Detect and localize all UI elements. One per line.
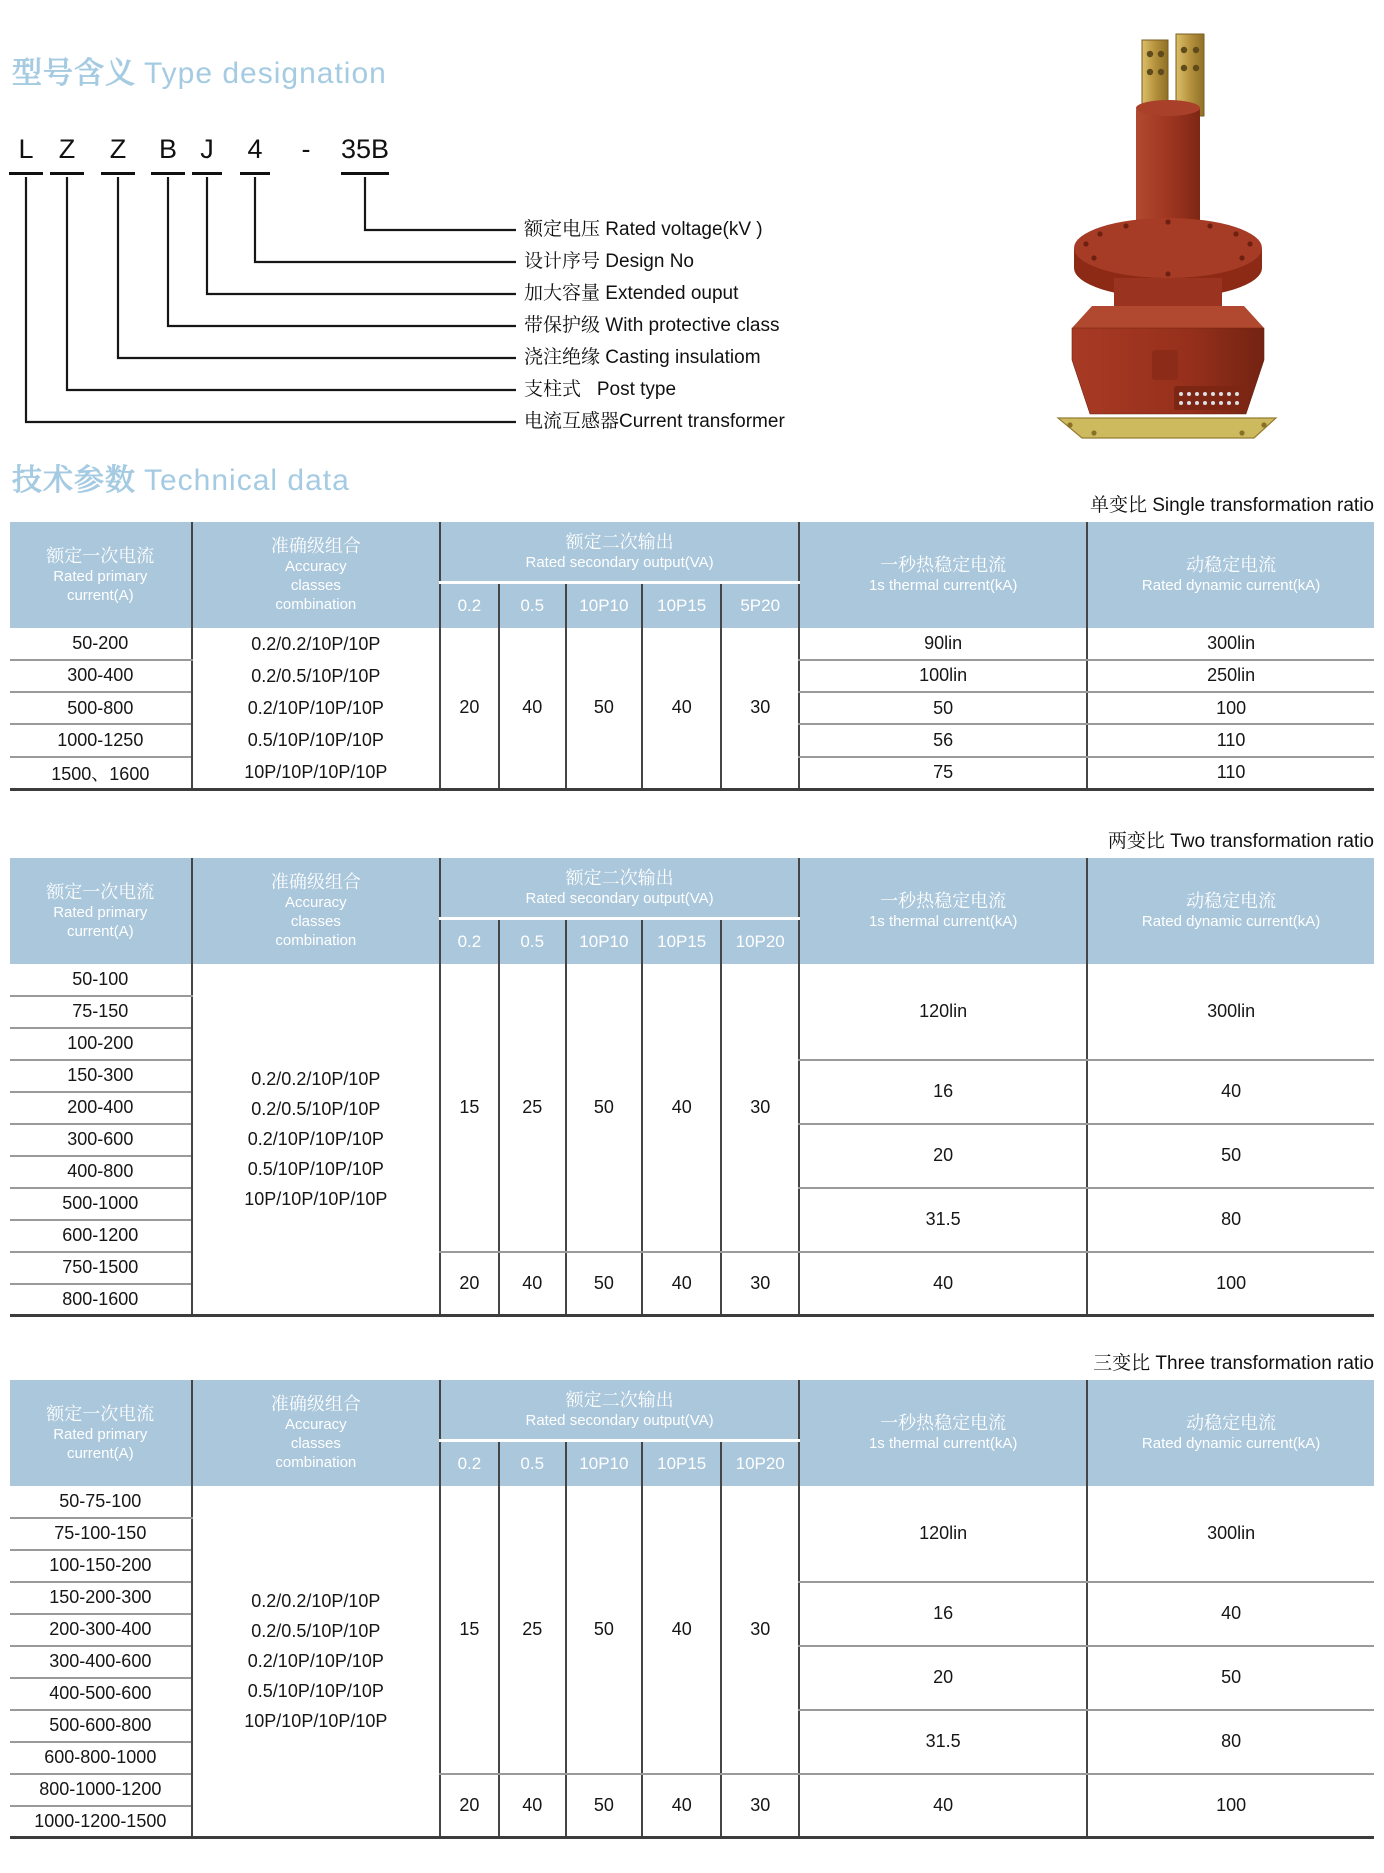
header-secondary-output: 额定二次输出 Rated secondary output(VA) — [440, 1380, 799, 1440]
primary-current-cell: 300-600 — [10, 1124, 192, 1156]
primary-current-cell: 75-100-150 — [10, 1518, 192, 1550]
dynamic-current-cell: 80 — [1087, 1710, 1374, 1774]
header-primary-current: 额定一次电流 Rated primary current(A) — [10, 1380, 192, 1486]
code-letter: 4 — [247, 134, 263, 164]
table-row — [10, 1486, 1374, 1518]
secondary-output-cell: 40 — [642, 1774, 721, 1838]
header-subcol: 10P15 — [642, 918, 721, 964]
header-subcol: 5P20 — [721, 582, 799, 628]
header-dynamic-current: 动稳定电流 Rated dynamic current(kA) — [1087, 522, 1374, 628]
primary-current-cell: 75-150 — [10, 996, 192, 1028]
dynamic-current-cell: 100 — [1087, 1774, 1374, 1838]
code-letter: B — [158, 134, 178, 164]
table-row — [10, 964, 1374, 996]
primary-current-cell: 600-1200 — [10, 1220, 192, 1252]
header-primary-current: 额定一次电流 Rated primary current(A) — [10, 858, 192, 964]
code-underline — [50, 172, 84, 175]
primary-current-cell: 500-800 — [10, 692, 192, 724]
dynamic-current-cell: 110 — [1087, 757, 1374, 789]
secondary-output-cell: 40 — [642, 1252, 721, 1316]
primary-current-cell: 100-200 — [10, 1028, 192, 1060]
secondary-output-cell: 40 — [642, 964, 721, 1252]
table-single-ratio — [10, 522, 1374, 791]
designation-label: 设计序号 Design No — [524, 251, 694, 272]
primary-current-cell: 400-500-600 — [10, 1678, 192, 1710]
primary-current-cell: 1500、1600 — [51, 763, 150, 784]
header-subcol: 0.2 — [440, 582, 499, 628]
primary-current-cell: 300-400-600 — [10, 1646, 192, 1678]
secondary-terminals — [1174, 386, 1248, 410]
secondary-output-cell: 20 — [440, 1252, 499, 1316]
table-two-ratio — [10, 858, 1374, 1317]
secondary-output-cell: 40 — [499, 1774, 566, 1838]
primary-current-cell: 50-75-100 — [10, 1486, 192, 1518]
primary-current-cell: 300-400 — [10, 660, 192, 692]
dynamic-current-cell: 110 — [1087, 724, 1374, 756]
secondary-output-cell: 20 — [440, 1774, 499, 1838]
primary-current-cell: 500-1000 — [10, 1188, 192, 1220]
secondary-output-cell: 15 — [440, 964, 499, 1252]
header-subcol: 0.5 — [499, 582, 566, 628]
secondary-output-cell: 50 — [566, 1252, 642, 1316]
designation-label: 额定电压 Rated voltage(kV ) — [524, 219, 763, 240]
header-subcol: 0.2 — [440, 918, 499, 964]
designation-label: 浇注绝缘 Casting insulatiom — [524, 347, 761, 368]
header-subcol: 10P10 — [566, 1440, 642, 1486]
primary-current-cell: 750-1500 — [10, 1252, 192, 1284]
dynamic-current-cell: 50 — [1087, 1124, 1374, 1188]
header-subcol: 0.5 — [499, 1440, 566, 1486]
thermal-current-cell: 50 — [799, 692, 1087, 724]
designation-label: 加大容量 Extended ouput — [524, 283, 739, 304]
thermal-current-cell: 120lin — [799, 964, 1087, 1060]
thermal-current-cell: 40 — [799, 1774, 1087, 1838]
technical-data-table — [10, 1380, 1374, 1839]
primary-current-cell: 500-600-800 — [10, 1710, 192, 1742]
header-accuracy: 准确级组合 Accuracy classes combination — [192, 522, 440, 628]
product-photo — [1056, 28, 1278, 440]
header-accuracy: 准确级组合 Accuracy classes combination — [192, 858, 440, 964]
primary-current-cell: 1000-1250 — [10, 724, 192, 756]
thermal-current-cell: 75 — [799, 757, 1087, 789]
primary-current-cell: 800-1600 — [62, 1288, 139, 1309]
thermal-current-cell: 120lin — [799, 1486, 1087, 1582]
technical-data-table — [10, 522, 1374, 791]
primary-current-cell: 50-100 — [10, 964, 192, 996]
technical-data-title — [12, 455, 350, 499]
dynamic-current-cell: 300lin — [1087, 964, 1374, 1060]
dynamic-current-cell: 300lin — [1087, 628, 1374, 660]
secondary-output-cell: 25 — [499, 964, 566, 1252]
header-primary-current: 额定一次电流 Rated primary current(A) — [10, 522, 192, 628]
primary-current-cell: 150-300 — [10, 1060, 192, 1092]
secondary-output-cell: 50 — [566, 1774, 642, 1838]
code-letter: 35B — [340, 134, 390, 164]
code-letter: J — [200, 134, 214, 164]
secondary-output-cell: 30 — [721, 1774, 799, 1838]
designation-connector-lines — [0, 0, 560, 445]
primary-current-cell: 600-800-1000 — [10, 1742, 192, 1774]
dynamic-current-cell: 80 — [1087, 1188, 1374, 1252]
designation-label: 电流互感器Current transformer — [524, 411, 785, 432]
secondary-output-cell: 15 — [440, 1486, 499, 1774]
header-subcol: 10P20 — [721, 918, 799, 964]
secondary-output-cell: 30 — [721, 1252, 799, 1316]
primary-current-cell: 50-200 — [10, 628, 192, 660]
table-caption-three: 三变比 Three transformation ratio — [1093, 1353, 1374, 1374]
dynamic-current-cell: 300lin — [1087, 1486, 1374, 1582]
technical-data-table — [10, 858, 1374, 1317]
table-caption-two: 两变比 Two transformation ratio — [1107, 831, 1374, 852]
primary-current-cell: 800-1000-1200 — [10, 1774, 192, 1806]
thermal-current-cell: 31.5 — [799, 1188, 1087, 1252]
thermal-current-cell: 100lin — [799, 660, 1087, 692]
thermal-current-cell: 40 — [799, 1252, 1087, 1316]
thermal-current-cell: 90lin — [799, 628, 1087, 660]
designation-label: 带保护级 With protective class — [524, 315, 780, 336]
header-dynamic-current: 动稳定电流 Rated dynamic current(kA) — [1087, 1380, 1374, 1486]
dynamic-current-cell: 50 — [1087, 1646, 1374, 1710]
dynamic-current-cell: 40 — [1087, 1060, 1374, 1124]
secondary-output-cell: 50 — [566, 964, 642, 1252]
code-letter: Z — [58, 134, 76, 164]
header-subcol: 0.5 — [499, 918, 566, 964]
thermal-current-cell: 56 — [799, 724, 1087, 756]
base-plate — [1058, 418, 1276, 438]
header-subcol: 10P10 — [566, 918, 642, 964]
secondary-output-cell: 30 — [721, 1486, 799, 1774]
type-designation-title-en: Type designation — [144, 57, 387, 90]
code-letter: L — [18, 134, 34, 164]
header-subcol: 10P15 — [642, 1440, 721, 1486]
dynamic-current-cell: 40 — [1087, 1582, 1374, 1646]
primary-current-cell: 200-300-400 — [10, 1614, 192, 1646]
secondary-output-cell: 25 — [499, 1486, 566, 1774]
header-subcol: 10P20 — [721, 1440, 799, 1486]
secondary-output-cell: 40 — [499, 1252, 566, 1316]
primary-current-cell: 100-150-200 — [10, 1550, 192, 1582]
thermal-current-cell: 20 — [799, 1124, 1087, 1188]
header-subcol: 10P15 — [642, 582, 721, 628]
code-underline — [9, 172, 43, 175]
secondary-output-cell: 30 — [721, 964, 799, 1252]
header-thermal-current: 一秒热稳定电流 1s thermal current(kA) — [799, 1380, 1087, 1486]
thermal-current-cell: 16 — [799, 1582, 1087, 1646]
secondary-output-cell: 40 — [499, 628, 566, 790]
primary-current-cell: 200-400 — [10, 1092, 192, 1124]
secondary-output-cell: 50 — [566, 1486, 642, 1774]
header-accuracy: 准确级组合 Accuracy classes combination — [192, 1380, 440, 1486]
accuracy-combination-cell: 0.2/0.2/10P/10P 0.2/0.5/10P/10P 0.2/10P/10P/10P 0.5/10P/10P/10P 10P/10P/10P/10P — [192, 964, 440, 1316]
thermal-current-cell: 16 — [799, 1060, 1087, 1124]
thermal-current-cell: 31.5 — [799, 1710, 1087, 1774]
primary-current-cell: 400-800 — [10, 1156, 192, 1188]
header-subcol: 0.2 — [440, 1440, 499, 1486]
technical-data-title-zh: 技术参数 — [12, 464, 136, 497]
code-underline — [240, 172, 270, 175]
secondary-output-cell: 40 — [642, 1486, 721, 1774]
secondary-output-cell: 40 — [642, 628, 721, 790]
header-secondary-output: 额定二次输出 Rated secondary output(VA) — [440, 858, 799, 918]
dynamic-current-cell: 100 — [1087, 692, 1374, 724]
designation-label: 支柱式 Post type — [524, 379, 677, 400]
secondary-output-cell: 20 — [440, 628, 499, 790]
dynamic-current-cell: 250lin — [1087, 660, 1374, 692]
table-row — [10, 628, 1374, 660]
code-underline — [192, 172, 222, 175]
header-dynamic-current: 动稳定电流 Rated dynamic current(kA) — [1087, 858, 1374, 964]
secondary-output-cell: 30 — [721, 628, 799, 790]
accuracy-combination-cell: 0.2/0.2/10P/10P 0.2/0.5/10P/10P 0.2/10P/10P/10P 0.5/10P/10P/10P 10P/10P/10P/10P — [192, 628, 440, 790]
primary-current-cell: 1000-1200-1500 — [34, 1810, 167, 1831]
technical-data-title-en: Technical data — [144, 464, 350, 497]
table-three-ratio — [10, 1380, 1374, 1839]
thermal-current-cell: 20 — [799, 1646, 1087, 1710]
code-letter: - — [301, 134, 311, 164]
header-thermal-current: 一秒热稳定电流 1s thermal current(kA) — [799, 522, 1087, 628]
header-subcol: 10P10 — [566, 582, 642, 628]
header-thermal-current: 一秒热稳定电流 1s thermal current(kA) — [799, 858, 1087, 964]
primary-current-cell: 150-200-300 — [10, 1582, 192, 1614]
type-designation-title-zh: 型号含义 — [12, 57, 136, 90]
table-caption-single: 单变比 Single transformation ratio — [1089, 495, 1374, 516]
dynamic-current-cell: 100 — [1087, 1252, 1374, 1316]
secondary-output-cell: 50 — [566, 628, 642, 790]
header-secondary-output: 额定二次输出 Rated secondary output(VA) — [440, 522, 799, 582]
code-letter: Z — [109, 134, 127, 164]
code-underline — [341, 172, 389, 175]
code-underline — [101, 172, 135, 175]
accuracy-combination-cell: 0.2/0.2/10P/10P 0.2/0.5/10P/10P 0.2/10P/10P/10P 0.5/10P/10P/10P 10P/10P/10P/10P — [192, 1486, 440, 1838]
code-underline — [151, 172, 185, 175]
